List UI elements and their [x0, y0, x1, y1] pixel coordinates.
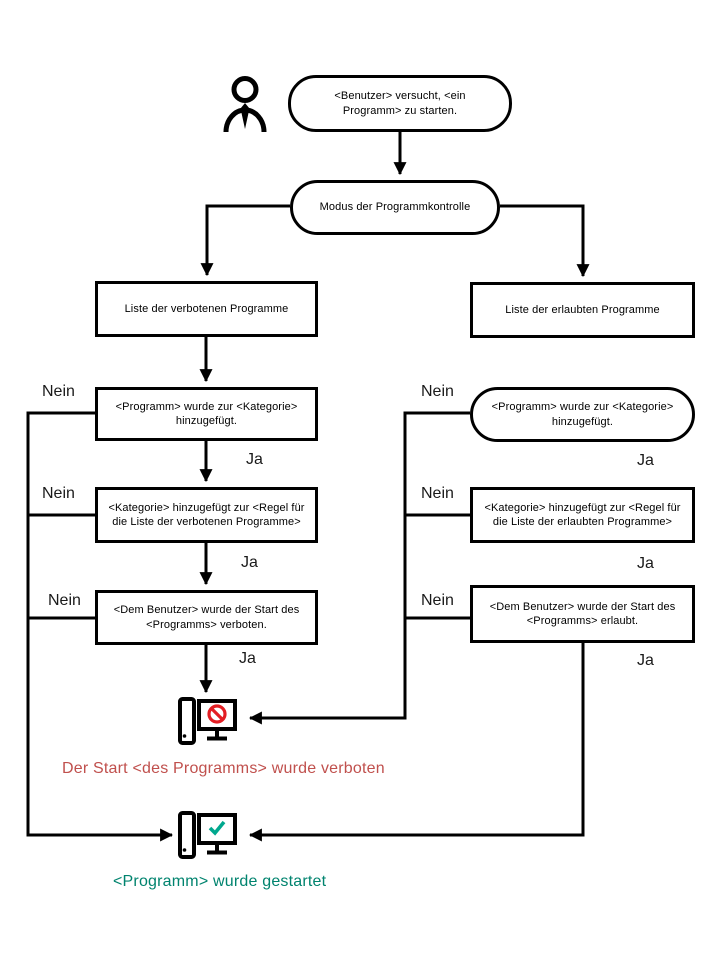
node-forbidden-list-label: Liste der verbotenen Programme: [124, 302, 289, 315]
node-start-label: <Benutzer> versucht, <ein Programm> zu starten.: [334, 90, 466, 117]
node-mode-label: Modus der Programmkontrolle: [319, 201, 471, 214]
label-nein-right-2: Nein: [421, 485, 454, 502]
node-left-step3-label: <Dem Benutzer> wurde der Start des <Programms> verboten.: [113, 604, 300, 631]
label-ja-left-2: Ja: [241, 554, 258, 571]
node-start: [288, 75, 512, 132]
arrow-mode-to-left-list: [207, 206, 290, 275]
node-right-step1-label: <Programm> wurde zur <Kategorie> hinzugefügt.: [491, 401, 674, 428]
line-right-ja-to-started: [250, 643, 583, 835]
node-right-step2: [470, 487, 695, 543]
label-ja-right-1: Ja: [637, 452, 654, 469]
node-left-step2: [95, 487, 318, 543]
node-left-step2-label: <Kategorie> hinzugefügt zur <Regel für die Liste der verbotenen Programme>: [108, 501, 305, 528]
node-mode: [290, 180, 500, 235]
label-nein-right-3: Nein: [421, 592, 454, 609]
label-nein-left-2: Nein: [42, 485, 75, 502]
node-left-step3: [95, 590, 318, 645]
label-nein-left-1: Nein: [42, 383, 75, 400]
node-allowed-list-label: Liste der erlaubten Programme: [505, 303, 660, 316]
label-ja-right-2: Ja: [637, 555, 654, 572]
node-left-step1: [95, 387, 318, 441]
node-allowed-list: [470, 282, 695, 338]
outcome-blocked-text: Der Start <des Programms> wurde verboten: [62, 760, 385, 777]
node-right-step3-label: <Dem Benutzer> wurde der Start des <Programms> erlaubt.: [489, 600, 676, 627]
node-right-step3: [470, 585, 695, 643]
label-ja-left-1: Ja: [246, 451, 263, 468]
node-left-step1-label: <Programm> wurde zur <Kategorie> hinzugefügt.: [115, 400, 298, 427]
outcome-started-text: <Programm> wurde gestartet: [113, 873, 327, 890]
arrow-mode-to-right-list: [500, 206, 583, 276]
node-right-step1: [470, 387, 695, 442]
label-nein-right-1: Nein: [421, 383, 454, 400]
label-ja-right-3: Ja: [637, 652, 654, 669]
line-right-nein-collector: [250, 413, 470, 718]
label-nein-left-3: Nein: [48, 592, 81, 609]
label-ja-left-3: Ja: [239, 650, 256, 667]
node-right-step2-label: <Kategorie> hinzugefügt zur <Regel für die Liste der erlaubten Programme>: [484, 501, 681, 528]
node-forbidden-list: [95, 281, 318, 337]
